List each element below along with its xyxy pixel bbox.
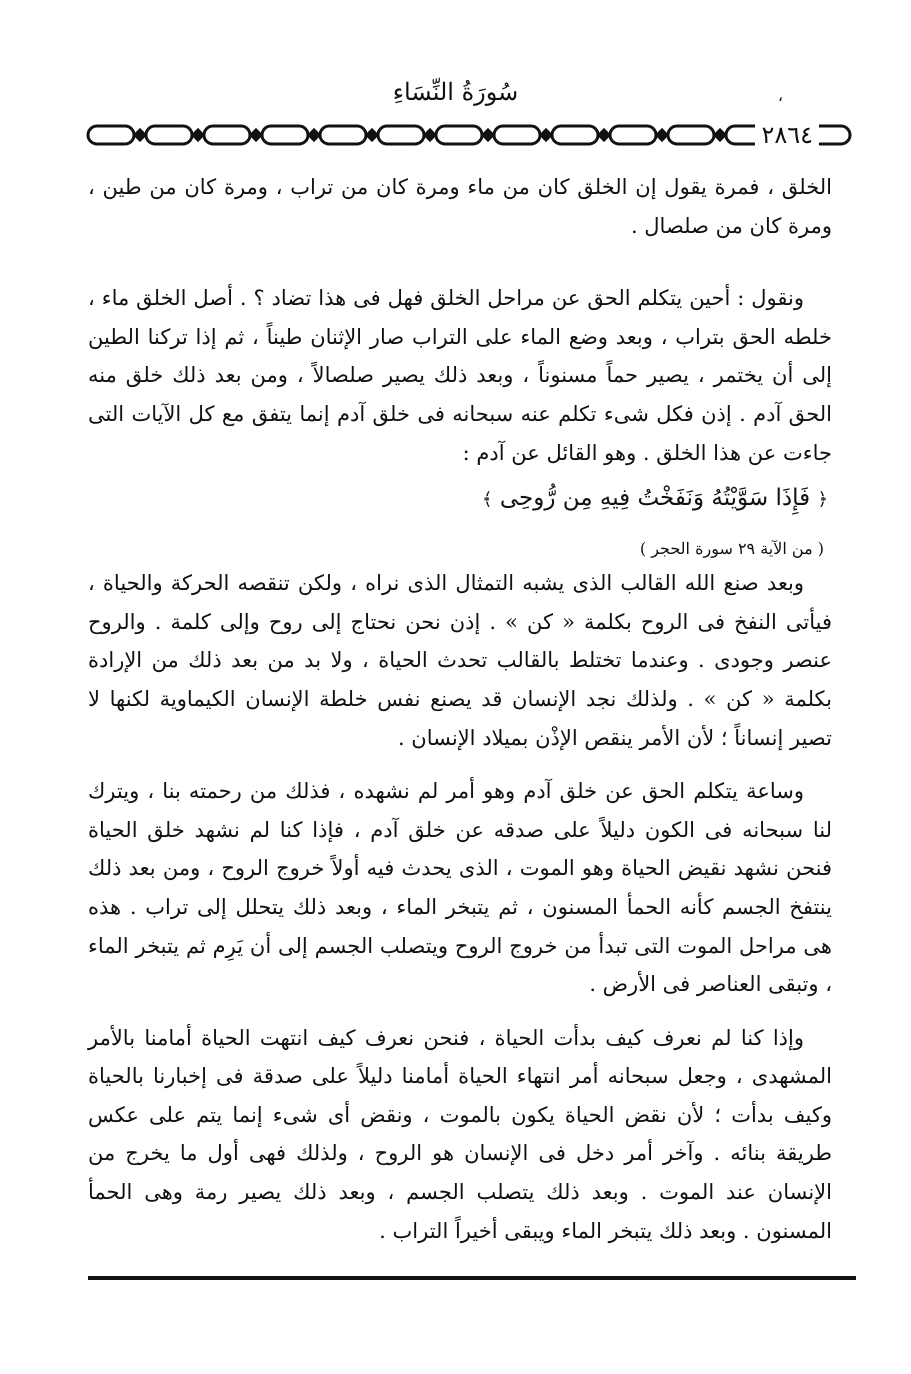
chain-diamond bbox=[193, 130, 203, 140]
chain-diamond bbox=[309, 130, 319, 140]
quran-verse bbox=[88, 476, 832, 522]
chain-link bbox=[494, 126, 540, 144]
chain-link bbox=[668, 126, 714, 144]
chain-link bbox=[204, 126, 250, 144]
chain-link bbox=[552, 126, 598, 144]
page-mark: ، bbox=[777, 86, 783, 105]
paragraph-4: وساعة يتكلم الحق عن خلق آدم وهو أمر لم نشهده ، فذلك من رحمته بنا ، ويترك لنا سبحانه فى الكون دليلاً على صدقه عن خلق آدم ، فإذا كنا لم نشهد خلق الحياة فنحن نشهد نقيض الحياة وهو الموت ، الذى يحدث فيه أولاً خروج الروح ، ومن بعد ذلك ينتفخ الجسم كأنه الحمأ المسنون ، ثم يتبخر الماء ، وبعد ذلك يتحلل إلى تراب . هذه هى مراحل الموت التى تبدأ من خروج الروح ويتصلب الجسم إلى أن يَرِم ثم يتبخر الماء ، وتبقى العناصر فى الأرض . bbox=[88, 779, 832, 997]
page-body bbox=[88, 168, 832, 1250]
chain-link bbox=[378, 126, 424, 144]
verse-text: فَإِذَا سَوَّيْتُهُ وَنَفَخْتُ فِيهِ مِن رُّوحِى bbox=[499, 485, 811, 512]
surah-title: سُورَةُ النِّسَاءِ bbox=[392, 78, 519, 106]
chain-link bbox=[88, 126, 134, 144]
chain-diamond bbox=[541, 130, 551, 140]
chain-diamond bbox=[367, 130, 377, 140]
chain-link bbox=[320, 126, 366, 144]
chain-diamond bbox=[251, 130, 261, 140]
chain-link bbox=[610, 126, 656, 144]
paragraph-3: وبعد صنع الله القالب الذى يشبه التمثال الذى نراه ، ولكن تنقصه الحركة والحياة ، فيأتى النفخ فى الروح بكلمة « كن » . إذن نحن نحتاج إلى روح وإلى كلمة . والروح عنصر وجودى . وعندما تختلط بالقالب تحدث الحياة ، ولا بد من بعد ذلك من الإرادة بكلمة « كن » . ولذلك نجد الإنسان قد يصنع نفس خلطة الإنسان الكيماوية لكنها لا تصير إنساناً ؛ لأن الأمر ينقص الإذْن بميلاد الإنسان . bbox=[88, 571, 832, 750]
chain-link bbox=[436, 126, 482, 144]
verse-citation: ( من الآية ٢٩ سورة الحجر ) bbox=[639, 539, 824, 559]
chain-link bbox=[262, 126, 308, 144]
verse-open-bracket: ﴿ bbox=[817, 489, 828, 511]
chain-diamond bbox=[715, 130, 725, 140]
chain-diamond bbox=[425, 130, 435, 140]
chain-diamond bbox=[599, 130, 609, 140]
paragraph-5: وإذا كنا لم نعرف كيف بدأت الحياة ، فنحن نعرف كيف انتهت الحياة أمامنا بالأمر المشهدى ، وجعل سبحانه أمر انتهاء الحياة أمامنا دليلاً على صدقة فى إخبارنا بالحياة وكيف بدأت ؛ لأن نقض الحياة يكون بالموت ، ونقض أى شىء إنما يتم على عكس طريقة بنائه . وآخر أمر دخل فى الإنسان هو الروح ، ولذلك فهى أول ما يخرج من الإنسان عند الموت . وبعد ذلك يتصلب الجسم ، وبعد ذلك يصير رمة وهى الحمأ المسنون . وبعد ذلك يتبخر الماء ويبقى أخيراً التراب . bbox=[88, 1025, 832, 1243]
verse-close-bracket: ﴾ bbox=[481, 489, 493, 511]
chain-diamond bbox=[657, 130, 667, 140]
paragraph-2: ونقول : أحين يتكلم الحق عن مراحل الخلق فهل فى هذا تضاد ؟ . أصل الخلق ماء ، خلطه الحق بتراب ، وبعد وضع الماء على التراب صار الإثنان طيناً ، ثم إذا تركنا الطين إلى أن يختمر ، يصير حماً مسنوناً ، وبعد ذلك يصير صلصالاً ، ومن بعد ذلك خلق منه الحق آدم . إذن فكل شىء تكلم عنه سبحانه فى خلق آدم إنما يتفق مع كل الآيات التى جاءت عن هذا الخلق . وهو القائل عن آدم : bbox=[88, 286, 832, 465]
chain-link bbox=[146, 126, 192, 144]
footer-rule bbox=[88, 1276, 856, 1280]
ornamental-border bbox=[84, 118, 854, 152]
paragraph-1: الخلق ، فمرة يقول إن الخلق كان من ماء ومرة كان من تراب ، ومرة كان من طين ، ومرة كان من صلصال . bbox=[88, 175, 832, 238]
page-number: ٢٨٦٤ bbox=[755, 118, 819, 152]
chain-diamond bbox=[483, 130, 493, 140]
chain-diamond bbox=[135, 130, 145, 140]
